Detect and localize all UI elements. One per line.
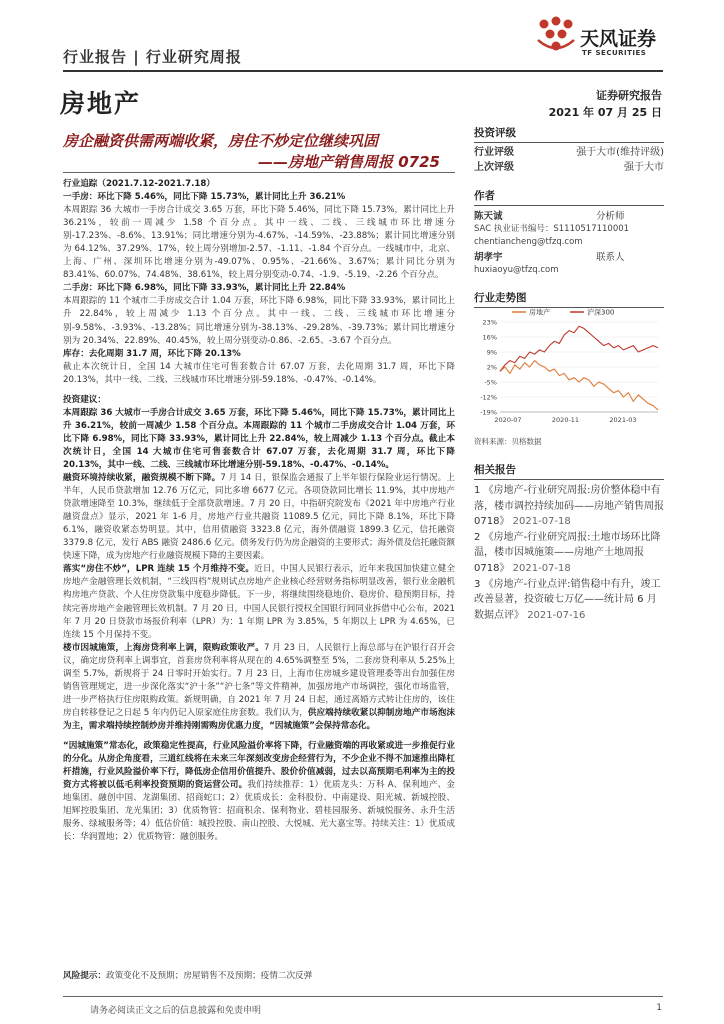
related-date: 2021-07-18: [512, 562, 571, 574]
summary-para: [63, 740, 455, 844]
author-email[interactable]: chentiancheng@tfzq.com: [474, 237, 583, 247]
author-name: 陈天诚: [474, 211, 503, 222]
related-list: [474, 483, 664, 623]
author-name: 胡孝宇: [474, 252, 503, 263]
risk-note: [63, 970, 455, 983]
inventory-head: 库存：去化周期 31.7 周，环比下降 20.13%: [63, 348, 241, 359]
first-hand-head: 一手房：环比下降 5.46%，同比下降 15.73%，累计同比上升 36.21%: [63, 192, 346, 203]
risk-text: 政策变化不及预期；房屋销售不及预期；疫情二次反弹: [105, 971, 313, 981]
brand-en: TF SECURITIES: [582, 49, 647, 57]
report-category: 行业报告 | 行业研究周报: [63, 48, 242, 66]
rating-value: 强于大市(维持评级): [576, 147, 664, 158]
author-head: 作者: [474, 190, 495, 202]
city-para: [63, 642, 455, 733]
brand-mark-icon: [534, 16, 578, 62]
rating-value: 强于大市: [624, 162, 664, 173]
second-hand-body: 本周跟踪的 11 个城市二手房成交合计 1.04 万套，环比下降 6.98%，同比下降 33.93%，累计同比上升 22.84%，较上周减少 1.13 个百分点。其中一线、二线、三线城市环比增速分别-9.58%、-3.93%、-13.28%；同比增速分别为-38.13%、-29.28%、-39.73%；累计同比增速分别为 20.34%、22.89%、40.45%，较上周分别变动-0.86、-2.65、-3.67 个百分点。: [63, 296, 455, 346]
series-line: [500, 361, 658, 410]
city-bold: 楼市因城施策，上海房贷利率上调，限购政策收严。: [63, 642, 265, 653]
mortgage-bold: 落实“房住不炒”，LPR 连续 15 个月维持不变。: [63, 564, 255, 575]
legend-label: 沪深300: [587, 308, 615, 317]
finance-body: 7 月 14 日，银保监会通报了上半年银行保险业运行情况。上半年，人民币贷款增加 12.76 万亿元，同比多增 6677 亿元。各项贷款同比增长 11.9%，其中房地产贷款增速降至 10.3%，继续低于全部贷款增速。7 月 20 日，中指研究院发布《2021 年中房地产行业融资盘点》显示，2021 年 1-6 月，房地产行业共融资 11089.5 亿元，同比下降 8.1%，环比下降 6.1%，融资收紧态势明显。其中，信用债融资 3323.8 亿元，海外债融资 1899.3 亿元，信托融资 3379.8 亿元，发行 ABS 融资 2486.6 亿元。债务发行仍为房企融资的主要形式；海外债及信托融资额快速下降，成为房地产行业融资规模下降的主要因素。: [63, 473, 455, 562]
y-tick-label: 16%: [482, 333, 497, 342]
x-tick-label: 2020-11: [551, 416, 580, 424]
y-tick-label: -19%: [480, 408, 497, 417]
related-date: 2021-07-18: [512, 516, 571, 528]
second-hand-head: 二手房：环比下降 6.98%，同比下降 33.93%，累计同比上升 22.84%: [63, 283, 346, 294]
legend-label: 房地产: [529, 308, 550, 317]
author-rule: [474, 205, 664, 206]
related-head: 相关报告: [474, 464, 516, 476]
author-email[interactable]: huxiaoyu@tfzq.com: [474, 265, 559, 275]
rating-row: [474, 160, 664, 175]
sector-title: 房地产: [60, 89, 142, 118]
chart-source: 资料来源：贝格数据: [474, 437, 542, 446]
author-cert: SAC 执业证书编号：S1110517110001: [474, 224, 630, 234]
advice-bold: 本周跟踪 36 大城市一手房合计成交 3.65 万套，环比下降 5.46%，同比下降 15.73%，累计同比上升 36.21%，较前一周减少 1.58 个百分点。本周跟踪的 11 个城市二手房成交合计 1.04 万套，环比下降 6.98%，同比下降 33.93%，累计同比上升 22.84%，较上周减少 1.13 个百分点。截止本次统计日，全国 14 大城市住宅可售套数合计 67.07 万套，去化周期 31.7 周，环比下降 20.13%，其中一线、二线、三线城市环比增速分别-59.18%、-0.47%、-0.14%。: [63, 407, 455, 470]
y-tick-label: 23%: [482, 318, 497, 327]
page-number: 1: [656, 1003, 662, 1013]
y-tick-label: -12%: [480, 393, 497, 402]
related-title: 3 《房地产-行业点评:销售稳中有升，竣工改善显著，投资破七万亿——统计局 6 月数据点评》: [474, 578, 661, 621]
report-type: 证券研究报告: [596, 89, 662, 102]
author-role: 分析师: [596, 211, 625, 222]
summary-body: 我们持续推荐：1）优质龙头：万科 A、保利地产、金地集团、融创中国、龙湖集团、招商蛇口；2）优质成长：金科股份、中南建设、阳光城、新城控股、旭辉控股集团、龙光集团；3）优质物管：招商积余、保利物业、碧桂园服务、新城悦服务、永升生活服务、绿城服务等；4）低估价值：城投控股、南山控股、大悦城、光大嘉宝等。持续关注：1）优质成长：华润置地；2）优质物管：融创服务。: [63, 780, 455, 843]
city-bold-2: 供应端持续收紧以抑制房地产市场泡沫为主，需求端持续控制炒房并维持刚需购房优惠力度，“因城施策”会保持常态化。: [63, 707, 455, 731]
rating-row: [474, 145, 664, 160]
footer-disclaimer: 请务必阅读正文之后的信息披露和免责申明: [90, 1006, 262, 1016]
inventory-body: 截止本次统计日，全国 14 大城市住宅可售套数合计 67.07 万套，去化周期 31.7 周，环比下降 20.13%，其中一线、二线、三线城市环比增速分别-59.18%、-0.47%、-0.14%。: [63, 361, 455, 385]
related-block: [474, 462, 664, 623]
title-rule: [63, 172, 455, 173]
mortgage-body: 近日，中国人民银行表示，近年来我国加快建立健全房地产金融管理长效机制，“三线四档”规则试点房地产企业核心经营财务指标明显改善，银行业金融机构房地产贷款、个人住房贷款集中度稳步降低。下一步，将继续围绕稳地价、稳房价、稳预期目标，持续完善房地产金融管理长效机制。7 月 20 日，中国人民银行授权全国银行间同业拆借中心公布，2021 年 7 月 20 日贷款市场报价利率（LPR）为：1 年期 LPR 为 3.85%，5 年期以上 LPR 为 4.65%，已连续 15 个月保持不变。: [63, 564, 455, 640]
related-item[interactable]: [474, 483, 664, 530]
trend-chart-svg: [474, 304, 664, 428]
header-rule: [63, 70, 663, 72]
x-tick-label: 2021-03: [609, 416, 637, 424]
finance-para: [63, 472, 455, 563]
y-tick-label: 2%: [486, 363, 497, 372]
related-date: 2021-07-16: [527, 609, 586, 621]
city-body: 7 月 23 日，人民银行上海总部与在沪银行召开会议，确定房贷利率上调事宜，首套房贷利率将从现在的 4.65%调整至 5%，二套房贷利率从 5.25%上调至 5.7%，新规将于 24 日零时开始实行。7 月 23 日，上海市住房城乡建设管理委等出台加强住房销售管理规定，进一步深化落实“沪十条”“沪七条”等文件精神，加强房地产市场调控，强化市场监管，进一步严格执行住房限购政策。新规明确，自 2021 年 7 月 24 日起，通过离婚方式转让住房的，该住房自转移登记之日起 5 年内仍记入原家庭住房套数。我们认为，: [63, 642, 455, 718]
summary-bold: “因城施策”常态化，政策稳定性提高，行业风险溢价率将下降，行业融资端的再收紧或进一步推促行业的分化。从房企角度看，三道红线将在未来三年深刻改变房企经营行为，不少企业不得不加速推出降杠杆措施，行业风险溢价率下行，降低房企信用价值提升、股价价值减弱，过去以高预期毛利率为主的投资方式将被以低毛利率投资预期的资运营公司。: [63, 740, 455, 791]
rating-rule: [474, 142, 664, 143]
trend-chart: [474, 304, 664, 428]
mortgage-para: [63, 563, 455, 641]
rating-head: 投资评级: [474, 127, 516, 139]
author-entry: [474, 210, 664, 277]
report-title: 房企融资供需两端收紧，房住不炒定位继续巩固: [63, 132, 379, 150]
advice-head: 投资建议：: [63, 394, 106, 405]
footer-rule: [63, 996, 663, 997]
author-role: 联系人: [596, 252, 625, 263]
x-tick-label: 2020-07: [494, 416, 522, 424]
tracking-head: 行业追踪（2021.7.12-2021.7.18）: [63, 179, 215, 189]
first-hand-body: 本周跟踪 36 大城市一手房合计成交 3.65 万套，环比下降 5.46%，同比下降 15.73%，累计同比上升 36.21%，较前一周减少 1.58 个百分点。其中一线、二线、三线城市环比增速分别-17.23%、-8.6%、13.91%；同比增速分别为-4.67%、-14.59%、-23.88%；累计同比增速分别为 64.12%、37.29%、17%，较上周分别增加-2.57、-1.11、-1.84 个百分点。一线城市中，北京、上海、广州、深圳环比增速分别为-49.07%、0.95%、-21.66%、3.67%；累计同比分别为 83.41%、60.07%、74.48%、38.61%，较上周分别变动-0.74、-1.9、-5.19、-2.26 个百分点。: [63, 205, 455, 281]
rating-key: 上次评级: [474, 162, 514, 173]
related-title: 1 《房地产-行业研究周报:房价整体稳中有落，楼市调控持续加码——房地产销售周报 0718》: [474, 485, 664, 528]
risk-label: 风险提示：: [63, 971, 106, 981]
related-title: 2 《房地产-行业研究周报:土地市场环比降温，楼市因城施策——房地产土地周报 0718》: [474, 531, 661, 574]
main-body: [63, 178, 455, 844]
finance-bold: 融资环境持续收紧，融资规模不断下降。: [63, 473, 221, 484]
author-block: [474, 188, 664, 277]
report-date: 2021 年 07 月 25 日: [548, 106, 662, 119]
related-item[interactable]: [474, 530, 664, 577]
y-tick-label: 9%: [486, 348, 497, 357]
related-rule: [474, 479, 664, 480]
trend-head: 行业走势图: [474, 292, 527, 304]
brand-name: 天风证券: [580, 28, 657, 50]
y-tick-label: -5%: [484, 378, 497, 387]
brand-logo: [534, 16, 674, 64]
related-item[interactable]: [474, 577, 664, 624]
report-subtitle: ——房地产销售周报 0725: [258, 153, 440, 171]
rating-block: [474, 125, 664, 175]
rating-key: 行业评级: [474, 147, 514, 158]
